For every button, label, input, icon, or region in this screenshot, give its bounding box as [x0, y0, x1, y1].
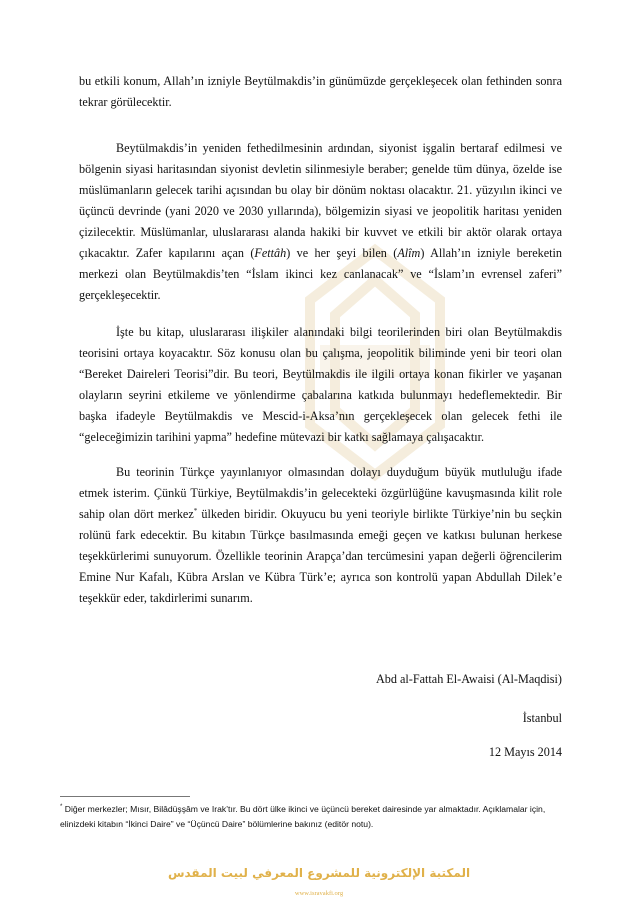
- paragraph-4: Bu teorinin Türkçe yayınlanıyor olmasından dolayı duyduğum büyük mutluluğu ifade etmek isterim. Çünkü Türkiye, Beytülmakdis’in gelecekteki özgürlüğüne kavuşmasında kilit role sahip olan dört merkez* ülkeden biridir. Okuyucu bu yeni teoriyle birlikte Türkiye’nin bu seçkin rolünü fark edecektir. Bu kitabın Türkçe basılmasında emeği geçen ve katkısı bulunan herkese teşekkürlerimi sunuyorum. Özellikle teorinin Arapça’dan tercümesini yapan değerli öğrencilerim Emine Nur Kafalı, Kübra Arslan ve Kübra Türk’e; ayrıca son kontrolü yapan Abdullah Dilek’e teşekkür eder, takdirlerimi sunarım.: [79, 465, 562, 605]
- paragraph-3: İşte bu kitap, uluslararası ilişkiler alanındaki bilgi teorilerinden biri olan Beytülmakdis teorisini ortaya koyacaktır. Söz konusu olan bu çalışma, jeopolitik biliminde yeni bir teori olan “Bereket Daireleri Teorisi”dir. Bu teori, Beytülmakdis ile ilgili ortaya konan fikirler ve yaşanan olayların seyrini etkileme ve yönlendirme çabalarına katkıda bulunmayı hedeflemektedir. Bir başka ifadeyle Beytülmakdis ve Mescid-i-Aksa’nın gerçekleşecek olan gelecek fethi ile “geleceğimizin tarihini yapma” hedefine mütevazi bir katkı sağlamaya çalışacaktır.: [79, 325, 562, 444]
- footer-library-title: المكتبة الإلكترونية للمشروع المعرفي لبيت المقدس: [167, 866, 471, 880]
- emphasis-fettah: Fettâh: [254, 246, 287, 260]
- signature-date: 12 Mayıs 2014: [488, 745, 562, 759]
- paragraph-1: bu etkili konum, Allah’ın izniyle Beytülmakdis’in günümüzde gerçekleşecek olan fethinden sonra tekrar görülecektir.: [79, 74, 562, 109]
- signature-city: İstanbul: [522, 711, 562, 725]
- footnote: * Diğer merkezler; Mısır, Bilâdüşşâm ve Irak’tır. Bu dört ülke ikinci ve üçüncü bereket dairesinde yar almaktadır. Açıklamalar için, elinizdeki kitabın “İkinci Daire” ve “Üçüncü Daire” bölümlerine bakınız (editör notu).: [60, 803, 546, 829]
- author-name: Abd al-Fattah El-Awaisi (Al-Maqdisi): [375, 672, 562, 686]
- footnote-mark: *: [60, 804, 63, 810]
- footnote-reference: *: [193, 506, 198, 515]
- footer-url[interactable]: www.isravakfi.org: [294, 890, 344, 897]
- footnote-separator: [60, 796, 190, 797]
- emphasis-alim: Alîm: [397, 246, 421, 260]
- paragraph-2: Beytülmakdis’in yeniden fethedilmesinin ardından, siyonist işgalin bertaraf edilmesi ve bölgenin siyasi haritasından siyonist devletin silinmesiyle beraber; genelde tüm dünya, özelde ise müslümanların gelecek tarihi açısından bu olay bir dönüm noktası olacaktır. 21. yüzyılın ikinci ve üçüncü devrinde (yani 2020 ve 2030 yıllarında), bölgemizin siyasi ve jeopolitik haritası yeniden çizilecektir. Müslümanlar, uluslararası alanda hakiki bir kuvvet ve etkili bir aktör olarak ortaya çıkacaktır. Zafer kapılarını açan (Fettâh) ve her şeyi bilen (Alîm) Allah’ın izniyle bereketin merkezi olan Beytülmakdis’ten “İslam ikinci kez canlanacak” ve “İslam’ın evrensel zaferi” gerçekleşecektir.: [79, 141, 562, 302]
